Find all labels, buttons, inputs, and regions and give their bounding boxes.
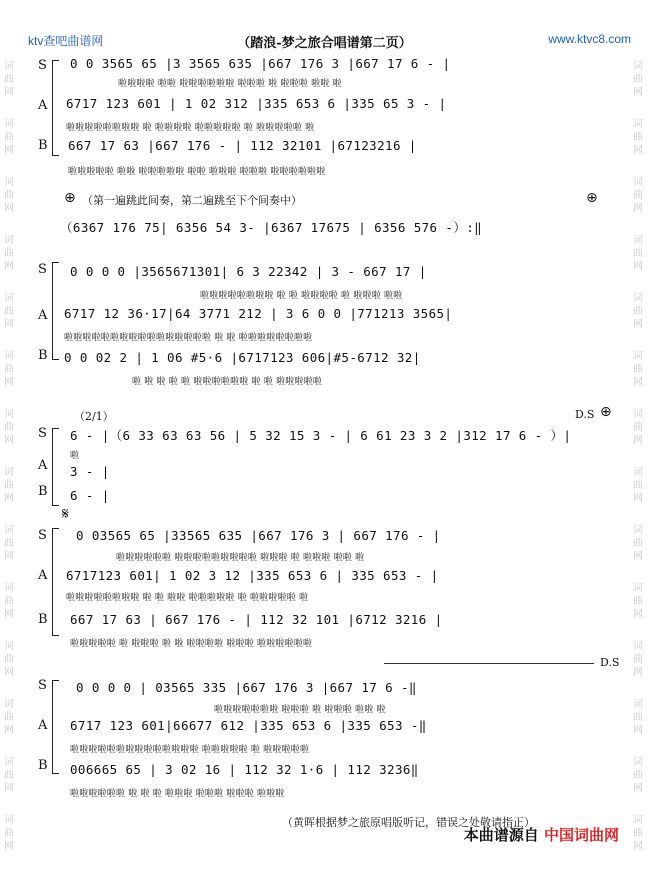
segno-sign-icon: 𝄋 bbox=[62, 504, 69, 523]
lyrics-bass: 啦啦啦啦啦啦 啦 啦 啦 啦啦啦 啦啦啦 啦啦啦 啦啦啦 bbox=[70, 789, 285, 799]
watermark-text: 词 曲 网 bbox=[633, 757, 643, 794]
part-label-bass: B bbox=[38, 348, 48, 363]
system-brace bbox=[52, 428, 59, 506]
part-label-bass: B bbox=[38, 612, 48, 627]
notes-alto: 3 - | bbox=[70, 464, 110, 479]
lyrics-soprano: 啦啦啦啦 啦啦 啦啦啦啦啦啦 啦啦啦 啦 啦啦啦 啦啦 啦 bbox=[118, 79, 342, 89]
volta-label: （2/1） bbox=[74, 410, 114, 423]
lyrics-bass: 啦 啦 啦 啦 啦 啦啦啦啦啦啦 啦 啦 啦啦啦啦啦 bbox=[132, 377, 323, 387]
lyrics-alto: 啦啦啦啦啦啦啦啦啦啦啦啦啦啦 啦啦啦啦啦 啦 啦啦啦啦啦 bbox=[70, 745, 310, 755]
notes-soprano: 0 0 3565 65 |3 3565 635 |667 176 3 |667 17 6 - | bbox=[70, 56, 451, 71]
notes-soprano: 0 0 0 0 | 03565 335 |667 176 3 |667 17 6 -‖ bbox=[76, 680, 417, 695]
watermark-text: 词 曲 网 bbox=[4, 177, 14, 214]
part-label-soprano: S bbox=[38, 678, 47, 693]
notes-alto: 6717 12 36·17|64 3771 212 | 3 6 0 0 |771213 3565| bbox=[64, 306, 453, 321]
ds-marking: D.S bbox=[575, 408, 595, 421]
watermark-text: 词 曲 网 bbox=[4, 293, 14, 330]
watermark-text: 词 曲 网 bbox=[4, 525, 14, 562]
watermark-text: 词 曲 网 bbox=[633, 235, 643, 272]
part-label-alto: A bbox=[38, 98, 48, 113]
watermark-text: 词 曲 网 bbox=[4, 583, 14, 620]
watermark-text: 词 曲 网 bbox=[4, 235, 14, 272]
watermark-text: 词 曲 网 bbox=[633, 293, 643, 330]
watermark-text: 词 曲 网 bbox=[633, 699, 643, 736]
watermark-text: 词 曲 网 bbox=[4, 409, 14, 446]
part-label-alto: A bbox=[38, 718, 48, 733]
system-brace bbox=[52, 262, 59, 360]
watermark-text: 词 曲 网 bbox=[633, 61, 643, 98]
part-label-soprano: S bbox=[38, 528, 47, 543]
interlude-note: （第一遍跳此间奏，第二遍跳至下个间奏中） bbox=[82, 194, 302, 207]
notes-bass: 6 - | bbox=[70, 488, 110, 503]
notes-bass: 667 17 63 |667 176 - | 112 32101 |67123216 | bbox=[68, 138, 417, 153]
part-label-alto: A bbox=[38, 458, 48, 473]
watermark-text: 词 曲 网 bbox=[633, 815, 643, 852]
notes-alto: 6717 123 601|66677 612 |335 653 6 |335 653 -‖ bbox=[70, 718, 427, 733]
watermark-text: 词 曲 网 bbox=[4, 61, 14, 98]
watermark-text: 词 曲 网 bbox=[633, 525, 643, 562]
lyrics-soprano: 啦啦啦啦啦啦啦 啦啦啦 啦 啦啦啦 啦啦 啦 bbox=[214, 705, 386, 715]
part-label-alto: A bbox=[38, 308, 48, 323]
coda-sign-icon: ⊕ bbox=[600, 404, 612, 420]
system-brace bbox=[52, 528, 59, 636]
lyrics-bass: 啦啦啦啦啦 啦 啦啦啦 啦 啦 啦啦啦啦 啦啦啦 啦啦啦啦啦啦 bbox=[70, 639, 313, 649]
watermark-text: 词 曲 网 bbox=[633, 351, 643, 388]
lyrics-bass: 啦啦啦啦啦 啦啦 啦啦啦啦啦 啦啦 啦啦啦 啦啦啦 啦啦啦啦啦啦 bbox=[68, 167, 326, 177]
lyrics-soprano: 啦啦啦啦啦啦啦啦 啦 啦 啦啦啦啦 啦 啦啦啦 啦啦 bbox=[200, 291, 403, 301]
source-url: www.ktvc8.com bbox=[548, 32, 631, 46]
watermark-text: 词 曲 网 bbox=[633, 119, 643, 156]
watermark-text: 词 曲 网 bbox=[4, 757, 14, 794]
watermark-text: 词 曲 网 bbox=[4, 467, 14, 504]
system-brace bbox=[52, 680, 59, 774]
watermark-text: 词 曲 网 bbox=[633, 467, 643, 504]
notes-bass: 0 0 02 2 | 1 06 #5·6 |6717123 606|#5-6712 32| bbox=[64, 350, 421, 365]
part-label-bass: B bbox=[38, 138, 48, 153]
watermark-text: 词 曲 网 bbox=[633, 177, 643, 214]
coda-sign-icon: ⊕ bbox=[586, 190, 598, 206]
system-brace bbox=[52, 60, 59, 156]
watermark-text: 词 曲 网 bbox=[4, 351, 14, 388]
notes-bass: 006665 65 | 3 02 16 | 112 32 1·6 | 112 3236‖ bbox=[70, 762, 419, 777]
part-label-soprano: S bbox=[38, 262, 47, 277]
notes-soprano: 0 03565 65 |33565 635 |667 176 3 | 667 176 - | bbox=[76, 528, 441, 543]
lyrics-soprano: 啦啦啦啦啦啦 啦啦啦啦啦啦啦啦啦 啦啦啦 啦 啦啦啦 啦啦 啦 bbox=[116, 553, 365, 563]
transcription-credit: （黄晖根据梦之旅原唱版听记，错误之处敬请指正） bbox=[282, 816, 535, 829]
footer-source-site: 中国词曲网 bbox=[543, 826, 619, 844]
watermark-text: 词 曲 网 bbox=[633, 409, 643, 446]
footer-source-prefix: 本曲谱源自 bbox=[463, 826, 539, 844]
notes-soprano: 6 - |（6 33 63 63 56 | 5 32 15 3 - | 6 61 23 3 2 |312 17 6 - ）| bbox=[70, 428, 572, 443]
notes-alto: 6717 123 601 | 1 02 312 |335 653 6 |335 65 3 - | bbox=[66, 96, 447, 111]
lyrics-alto: 啦啦啦啦啦啦啦啦 啦 啦啦啦啦 啦啦啦啦啦 啦 啦啦啦啦啦 啦 bbox=[66, 123, 315, 133]
watermark-text: 词 曲 网 bbox=[4, 815, 14, 852]
part-label-alto: A bbox=[38, 568, 48, 583]
notes-alto: 6717123 601| 1 02 3 12 |335 653 6 | 335 653 - | bbox=[66, 568, 439, 583]
part-label-soprano: S bbox=[38, 58, 47, 73]
coda-sign-icon: ⊕ bbox=[64, 190, 76, 206]
ds-marking: D.S bbox=[600, 656, 620, 669]
notes-soprano: 0 0 0 0 |3565671301| 6 3 22342 | 3 - 667 17 | bbox=[70, 264, 427, 279]
watermark-text: 词 曲 网 bbox=[633, 583, 643, 620]
ds-range-line bbox=[384, 663, 594, 664]
watermark-text: 词 曲 网 bbox=[4, 641, 14, 678]
lyrics-alto: 啦啦啦啦啦啦啦啦 啦 啦 啦啦 啦啦啦啦啦 啦 啦啦啦啦啦 啦 bbox=[66, 593, 309, 603]
watermark-text: 词 曲 网 bbox=[4, 699, 14, 736]
interlude-notes: （6367 176 75| 6356 54 3- |6367 17675 | 6356 576 -）:‖ bbox=[60, 220, 483, 235]
lyrics-soprano: 啦 bbox=[70, 451, 80, 461]
notes-bass: 667 17 63 | 667 176 - | 112 32 101 |6712 3216 | bbox=[70, 612, 443, 627]
part-label-soprano: S bbox=[38, 426, 47, 441]
source-site-label: ktv查吧曲谱网 bbox=[28, 34, 104, 48]
footer-source bbox=[464, 824, 619, 845]
part-label-bass: B bbox=[38, 758, 48, 773]
watermark-text: 词 曲 网 bbox=[4, 119, 14, 156]
page-title: （踏浪-梦之旅合唱谱第二页） bbox=[237, 36, 412, 51]
part-label-bass: B bbox=[38, 484, 48, 499]
watermark-text: 词 曲 网 bbox=[633, 641, 643, 678]
lyrics-alto: 啦啦啦啦啦啦啦啦啦啦啦啦啦啦啦啦 啦 啦 啦啦啦啦啦啦啦啦 bbox=[64, 333, 313, 343]
